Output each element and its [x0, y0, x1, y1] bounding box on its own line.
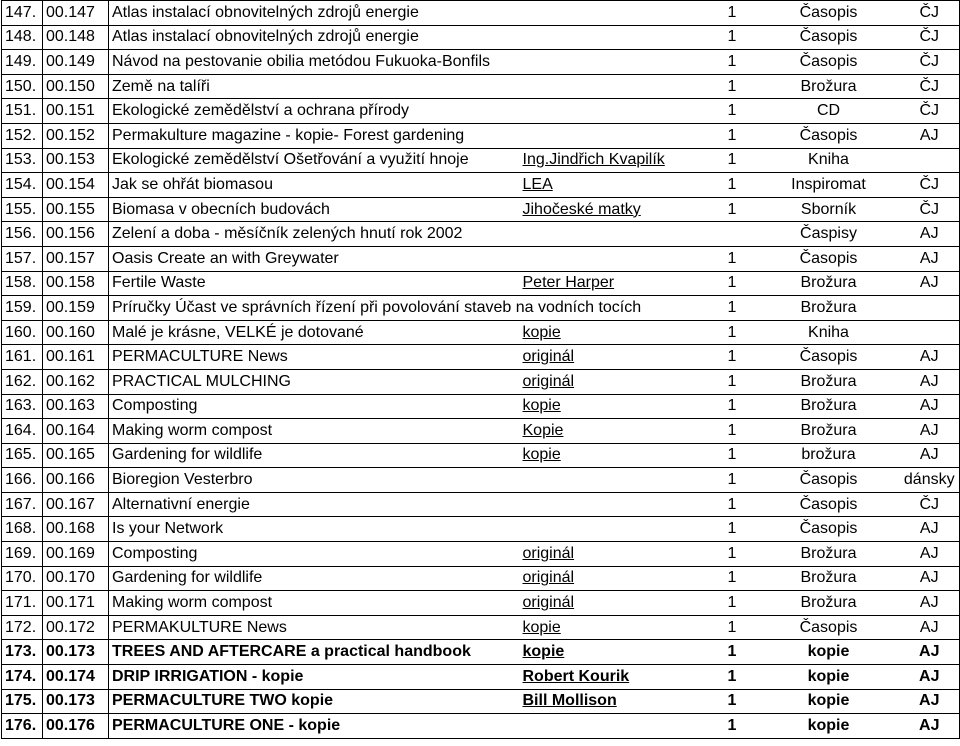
item-quantity: 1: [707, 99, 758, 124]
item-code: 00.158: [43, 271, 109, 296]
table-row: [2, 197, 960, 222]
item-quantity: 1: [707, 246, 758, 271]
item-type: Brožura: [758, 74, 900, 99]
inventory-table: [1, 0, 960, 739]
item-title: PERMACULTURE TWO kopie: [109, 689, 520, 714]
item-author: [520, 468, 707, 493]
item-author: Robert Kourik: [520, 665, 707, 690]
table-row: [2, 665, 960, 690]
item-type: Brožura: [758, 394, 900, 419]
item-quantity: 1: [707, 443, 758, 468]
table-row: [2, 714, 960, 739]
item-code: 00.151: [43, 99, 109, 124]
item-code: 00.161: [43, 345, 109, 370]
item-language: dánsky: [900, 468, 960, 493]
row-number: 149.: [2, 50, 43, 75]
item-language: AJ: [900, 640, 960, 665]
item-quantity: 1: [707, 492, 758, 517]
item-language: ČJ: [900, 74, 960, 99]
row-number: 175.: [2, 689, 43, 714]
table-row: [2, 74, 960, 99]
item-language: [900, 320, 960, 345]
row-number: 160.: [2, 320, 43, 345]
item-type: Brožura: [758, 419, 900, 444]
item-title: Gardening for wildlife: [109, 443, 520, 468]
table-row: [2, 640, 960, 665]
item-quantity: 1: [707, 345, 758, 370]
item-author: kopie: [520, 394, 707, 419]
item-code: 00.167: [43, 492, 109, 517]
table-row: [2, 591, 960, 616]
item-title: Jak se ohřát biomasou: [109, 173, 520, 198]
row-number: 153.: [2, 148, 43, 173]
item-author: [520, 222, 707, 247]
item-title: Príručky Účast ve správních řízení při povolování staveb na vodních tocích: [109, 296, 520, 321]
table-row: [2, 173, 960, 198]
item-author: [520, 714, 707, 739]
row-number: 166.: [2, 468, 43, 493]
item-title: Zelení a doba - měsíčník zelených hnutí rok 2002: [109, 222, 520, 247]
item-title: Oasis Create an with Greywater: [109, 246, 520, 271]
item-author: [520, 25, 707, 50]
item-code: 00.155: [43, 197, 109, 222]
item-code: 00.168: [43, 517, 109, 542]
row-number: 156.: [2, 222, 43, 247]
item-language: AJ: [900, 689, 960, 714]
item-language: AJ: [900, 665, 960, 690]
item-code: 00.156: [43, 222, 109, 247]
item-author: [520, 74, 707, 99]
item-language: AJ: [900, 542, 960, 567]
item-author: originál: [520, 566, 707, 591]
row-number: 169.: [2, 542, 43, 567]
item-author: [520, 246, 707, 271]
item-quantity: 1: [707, 320, 758, 345]
item-quantity: 1: [707, 566, 758, 591]
item-code: 00.171: [43, 591, 109, 616]
item-type: Brožura: [758, 566, 900, 591]
item-quantity: 1: [707, 25, 758, 50]
item-type: Časopis: [758, 468, 900, 493]
item-author: kopie: [520, 615, 707, 640]
item-quantity: 1: [707, 271, 758, 296]
row-number: 147.: [2, 1, 43, 26]
item-type: Časpisy: [758, 222, 900, 247]
item-title: Composting: [109, 394, 520, 419]
item-code: 00.154: [43, 173, 109, 198]
table-row: [2, 1, 960, 26]
item-language: AJ: [900, 246, 960, 271]
item-title: Biomasa v obecních budovách: [109, 197, 520, 222]
item-quantity: 1: [707, 689, 758, 714]
item-title: Is your Network: [109, 517, 520, 542]
item-code: 00.176: [43, 714, 109, 739]
item-type: Časopis: [758, 25, 900, 50]
item-language: AJ: [900, 615, 960, 640]
item-author: [520, 517, 707, 542]
item-type: Časopis: [758, 123, 900, 148]
table-row: [2, 492, 960, 517]
item-language: ČJ: [900, 197, 960, 222]
table-row: [2, 222, 960, 247]
row-number: 152.: [2, 123, 43, 148]
item-code: 00.162: [43, 369, 109, 394]
item-type: Časopis: [758, 246, 900, 271]
table-row: [2, 99, 960, 124]
item-language: AJ: [900, 394, 960, 419]
item-type: Sborník: [758, 197, 900, 222]
item-quantity: 1: [707, 591, 758, 616]
item-code: 00.173: [43, 689, 109, 714]
row-number: 158.: [2, 271, 43, 296]
item-quantity: 1: [707, 665, 758, 690]
item-code: 00.152: [43, 123, 109, 148]
table-row: [2, 566, 960, 591]
item-code: 00.170: [43, 566, 109, 591]
table-row: [2, 369, 960, 394]
item-language: [900, 296, 960, 321]
item-code: 00.150: [43, 74, 109, 99]
item-quantity: 1: [707, 1, 758, 26]
item-author: Jihočeské matky: [520, 197, 707, 222]
item-quantity: 1: [707, 419, 758, 444]
item-type: Inspiromat: [758, 173, 900, 198]
item-title: Alternativní energie: [109, 492, 520, 517]
item-language: AJ: [900, 566, 960, 591]
item-type: Brožura: [758, 369, 900, 394]
item-code: 00.153: [43, 148, 109, 173]
item-author: Ing.Jindřich Kvapilík: [520, 148, 707, 173]
item-quantity: 1: [707, 173, 758, 198]
row-number: 148.: [2, 25, 43, 50]
item-quantity: 1: [707, 394, 758, 419]
row-number: 157.: [2, 246, 43, 271]
item-language: AJ: [900, 443, 960, 468]
item-title: Making worm compost: [109, 419, 520, 444]
item-author: originál: [520, 345, 707, 370]
table-row: [2, 394, 960, 419]
item-author: Kopie: [520, 419, 707, 444]
item-author: Bill Mollison: [520, 689, 707, 714]
item-title: Ekologické zemědělství Ošetřování a využití hnoje: [109, 148, 520, 173]
item-author: Peter Harper: [520, 271, 707, 296]
row-number: 171.: [2, 591, 43, 616]
table-row: [2, 246, 960, 271]
item-type: kopie: [758, 714, 900, 739]
table-row: [2, 148, 960, 173]
item-title: Atlas instalací obnovitelných zdrojů energie: [109, 25, 520, 50]
item-type: kopie: [758, 640, 900, 665]
item-language: AJ: [900, 271, 960, 296]
row-number: 161.: [2, 345, 43, 370]
item-code: 00.166: [43, 468, 109, 493]
item-title: Composting: [109, 542, 520, 567]
item-language: AJ: [900, 345, 960, 370]
item-type: Brožura: [758, 591, 900, 616]
item-author: [520, 1, 707, 26]
item-language: AJ: [900, 591, 960, 616]
row-number: 164.: [2, 419, 43, 444]
item-author: [520, 123, 707, 148]
table-row: [2, 542, 960, 567]
item-language: ČJ: [900, 25, 960, 50]
row-number: 154.: [2, 173, 43, 198]
item-code: 00.157: [43, 246, 109, 271]
item-author: originál: [520, 542, 707, 567]
item-title: PERMACULTURE ONE - kopie: [109, 714, 520, 739]
table-row: [2, 296, 960, 321]
table-row: [2, 468, 960, 493]
item-type: Časopis: [758, 615, 900, 640]
table-body: [2, 1, 960, 739]
row-number: 172.: [2, 615, 43, 640]
row-number: 165.: [2, 443, 43, 468]
table-row: [2, 419, 960, 444]
row-number: 168.: [2, 517, 43, 542]
item-quantity: 1: [707, 50, 758, 75]
row-number: 151.: [2, 99, 43, 124]
item-author: kopie: [520, 320, 707, 345]
item-language: AJ: [900, 714, 960, 739]
item-code: 00.165: [43, 443, 109, 468]
item-type: Časopis: [758, 517, 900, 542]
row-number: 159.: [2, 296, 43, 321]
item-author: [520, 492, 707, 517]
item-quantity: 1: [707, 369, 758, 394]
item-quantity: 1: [707, 517, 758, 542]
item-language: ČJ: [900, 173, 960, 198]
item-quantity: 1: [707, 74, 758, 99]
item-quantity: 1: [707, 148, 758, 173]
item-quantity: 1: [707, 640, 758, 665]
row-number: 150.: [2, 74, 43, 99]
row-number: 176.: [2, 714, 43, 739]
table-row: [2, 345, 960, 370]
item-type: kopie: [758, 689, 900, 714]
item-title: PRACTICAL MULCHING: [109, 369, 520, 394]
item-quantity: 1: [707, 197, 758, 222]
item-type: Brožura: [758, 271, 900, 296]
item-language: AJ: [900, 369, 960, 394]
item-language: AJ: [900, 419, 960, 444]
item-author: LEA: [520, 173, 707, 198]
item-type: CD: [758, 99, 900, 124]
item-code: 00.169: [43, 542, 109, 567]
item-code: 00.173: [43, 640, 109, 665]
table-row: [2, 615, 960, 640]
item-code: 00.159: [43, 296, 109, 321]
row-number: 162.: [2, 369, 43, 394]
item-title: PERMACULTURE News: [109, 345, 520, 370]
item-title: Ekologické zemědělství a ochrana přírody: [109, 99, 520, 124]
item-type: Časopis: [758, 50, 900, 75]
item-code: 00.163: [43, 394, 109, 419]
item-type: kopie: [758, 665, 900, 690]
item-language: AJ: [900, 123, 960, 148]
item-author: originál: [520, 591, 707, 616]
row-number: 155.: [2, 197, 43, 222]
item-type: Brožura: [758, 542, 900, 567]
item-language: AJ: [900, 517, 960, 542]
item-quantity: [707, 222, 758, 247]
item-type: Časopis: [758, 1, 900, 26]
item-title: PERMAKULTURE News: [109, 615, 520, 640]
item-type: Kniha: [758, 320, 900, 345]
table-row: [2, 517, 960, 542]
item-title: Země na talíři: [109, 74, 520, 99]
item-type: Časopis: [758, 345, 900, 370]
item-author: [520, 50, 707, 75]
item-code: 00.172: [43, 615, 109, 640]
item-quantity: 1: [707, 296, 758, 321]
item-author: kopie: [520, 443, 707, 468]
table-row: [2, 271, 960, 296]
item-title: TREES AND AFTERCARE a practical handbook: [109, 640, 520, 665]
item-code: 00.147: [43, 1, 109, 26]
item-language: [900, 148, 960, 173]
item-type: brožura: [758, 443, 900, 468]
item-quantity: 1: [707, 615, 758, 640]
item-type: Časopis: [758, 492, 900, 517]
item-code: 00.164: [43, 419, 109, 444]
item-language: AJ: [900, 222, 960, 247]
item-quantity: 1: [707, 714, 758, 739]
item-code: 00.148: [43, 25, 109, 50]
item-language: ČJ: [900, 99, 960, 124]
item-type: Kniha: [758, 148, 900, 173]
row-number: 174.: [2, 665, 43, 690]
row-number: 167.: [2, 492, 43, 517]
item-title: Fertile Waste: [109, 271, 520, 296]
item-quantity: 1: [707, 468, 758, 493]
table-row: [2, 443, 960, 468]
item-quantity: 1: [707, 542, 758, 567]
item-code: 00.160: [43, 320, 109, 345]
item-code: 00.149: [43, 50, 109, 75]
item-language: ČJ: [900, 492, 960, 517]
table-row: [2, 320, 960, 345]
item-author: [520, 99, 707, 124]
item-language: ČJ: [900, 50, 960, 75]
item-author: originál: [520, 369, 707, 394]
item-title: Bioregion Vesterbro: [109, 468, 520, 493]
item-title: Návod na pestovanie obilia metódou Fukuoka-Bonfils: [109, 50, 520, 75]
item-author: kopie: [520, 640, 707, 665]
row-number: 173.: [2, 640, 43, 665]
item-language: ČJ: [900, 1, 960, 26]
table-row: [2, 689, 960, 714]
row-number: 170.: [2, 566, 43, 591]
item-quantity: 1: [707, 123, 758, 148]
item-title: Atlas instalací obnovitelných zdrojů energie: [109, 1, 520, 26]
item-title: Gardening for wildlife: [109, 566, 520, 591]
row-number: 163.: [2, 394, 43, 419]
item-type: Brožura: [758, 296, 900, 321]
item-title: Making worm compost: [109, 591, 520, 616]
item-title: Permakulture magazine - kopie- Forest gardening: [109, 123, 520, 148]
table-row: [2, 25, 960, 50]
item-title: Malé je krásne, VELKÉ je dotované: [109, 320, 520, 345]
table-row: [2, 123, 960, 148]
table-row: [2, 50, 960, 75]
item-title: DRIP IRRIGATION - kopie: [109, 665, 520, 690]
item-code: 00.174: [43, 665, 109, 690]
